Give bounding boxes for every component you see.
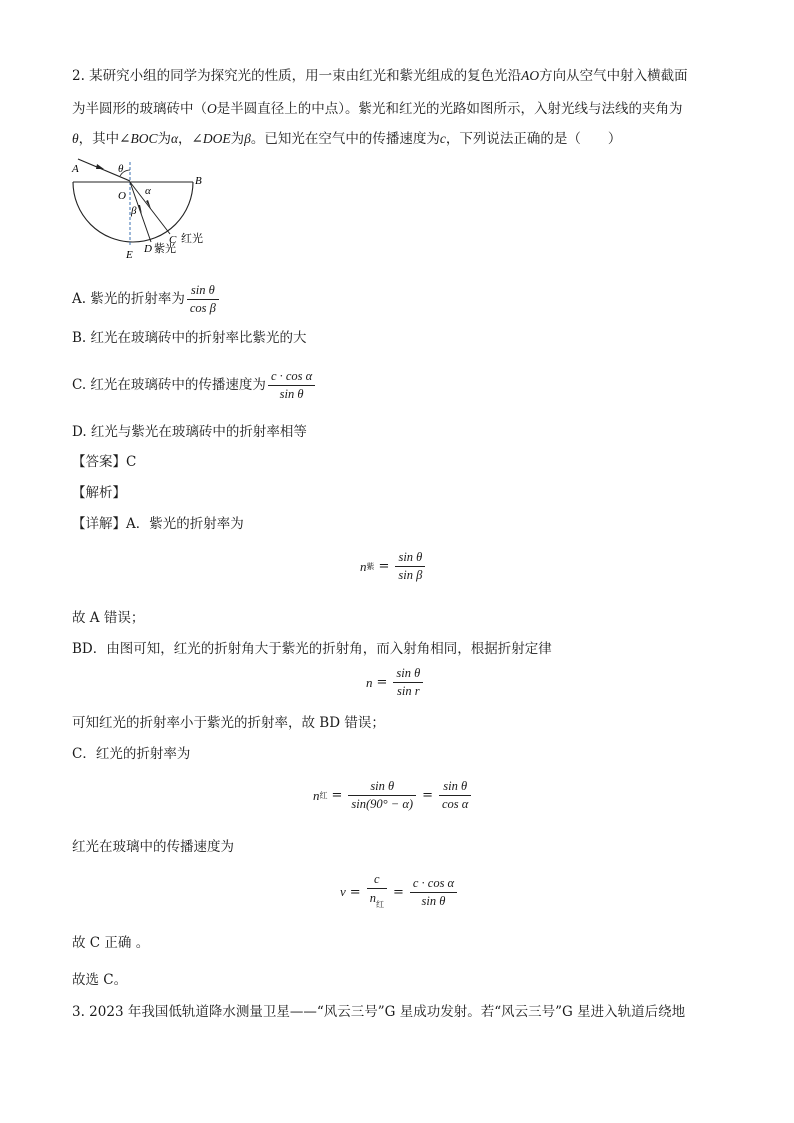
arrow-icon (138, 205, 142, 214)
label-c: C (169, 234, 177, 246)
equals-sign: = (378, 559, 390, 574)
fraction-denominator: sin θ (421, 893, 446, 908)
next-question: 3. 2023 年我国低轨道降水测量卫星——“风云三号”G 星成功发射。若“风云三号”G 星进入轨道后绕地 (72, 1004, 686, 1020)
eq-lhs: n (360, 558, 367, 574)
answer-value: C (126, 454, 137, 470)
fraction-numerator: c (367, 872, 387, 889)
question-text: ，∠ (178, 131, 203, 147)
eq-fraction (439, 779, 471, 812)
eq-lhs: n (366, 674, 373, 690)
question-text: 为 (157, 131, 171, 147)
answer-line (72, 453, 136, 471)
fraction-numerator: sin θ (348, 779, 416, 796)
equation-violet-index (360, 550, 427, 583)
fraction-numerator: sin θ (395, 550, 425, 567)
equation-red-index (313, 779, 473, 812)
fraction-denominator: cos α (441, 797, 469, 811)
option-c (72, 367, 317, 403)
label-beta: β (131, 205, 137, 217)
eq-fraction (410, 876, 457, 909)
fraction-numerator: c · cos α (268, 369, 315, 386)
var-o: O (207, 101, 217, 116)
eq-lhs: n (313, 787, 320, 803)
eq-fraction (393, 666, 423, 699)
denominator-symbol: n (369, 891, 376, 905)
var-beta: β (244, 131, 251, 146)
fraction-denominator: sin θ (279, 387, 304, 401)
fraction-denominator (367, 889, 387, 912)
option-b: B. 红光在玻璃砖中的折射率比紫光的大 (72, 330, 307, 346)
detail-c-right: 故 C 正确 。 (72, 935, 150, 951)
option-c-text: C. 红光在玻璃砖中的传播速度为 (72, 377, 266, 393)
question-line-2 (72, 100, 683, 118)
option-a-text: A. 紫光的折射率为 (72, 291, 185, 307)
question-text: 为半圆形的玻璃砖中（ (72, 101, 207, 117)
fraction-numerator: sin θ (187, 283, 219, 300)
question-text: 为 (230, 131, 245, 147)
fraction-denominator: sin(90° − α) (351, 797, 414, 811)
detail-bd-text: BD．由图可知，红光的折射角大于紫光的折射角，而入射角相同，根据折射定律 (72, 641, 552, 657)
var-c: c (439, 131, 446, 146)
label-theta: θ (118, 163, 124, 175)
eq-fraction (395, 550, 425, 583)
question-text: ，其中∠ (78, 131, 131, 147)
angle-doe: DOE (202, 131, 231, 146)
label-d: D (144, 243, 152, 255)
eq-fraction (367, 872, 387, 912)
equals-sign: = (349, 884, 361, 900)
question-text: 。已知光在空气中的传播速度为 (250, 131, 440, 147)
question-text: 2. 某研究小组的同学为探究光的性质，用一束由红光和紫光组成的复色光沿 (72, 68, 522, 84)
analysis-label: 【解析】 (72, 485, 126, 501)
label-a: A (72, 163, 79, 175)
equation-snell (366, 666, 425, 699)
fraction-numerator: sin θ (439, 779, 471, 796)
equals-sign: = (331, 788, 343, 803)
question-line-3 (72, 130, 621, 148)
equals-sign: = (376, 675, 388, 690)
detail-c-intro: C．红光的折射率为 (72, 746, 191, 762)
eq-lhs: v (340, 884, 346, 899)
var-alpha: α (170, 131, 179, 146)
option-c-fraction (268, 369, 315, 402)
question-line-1 (72, 67, 688, 85)
arrow-icon (96, 164, 104, 169)
label-b: B (195, 175, 202, 187)
question-text: ，下列说法正确的是（ ） (445, 131, 622, 147)
fraction-numerator: sin θ (393, 666, 423, 683)
detail-a-wrong: 故 A 错误； (72, 610, 145, 626)
eq-subscript: 红 (319, 791, 328, 800)
angle-boc: BOC (130, 131, 158, 146)
detail-intro: 【详解】A．紫光的折射率为 (72, 516, 244, 532)
label-o: O (118, 190, 126, 202)
answer-label: 【答案】 (72, 454, 126, 470)
label-red-light: 红光 (181, 233, 203, 245)
option-a-fraction (187, 283, 219, 316)
fraction-denominator: sin β (398, 568, 423, 582)
equals-sign: = (422, 788, 433, 803)
eq-subscript: 紫 (366, 562, 375, 571)
semicircle-figure (68, 154, 228, 262)
equals-sign: = (392, 884, 404, 900)
label-alpha: α (145, 185, 151, 197)
label-e: E (126, 249, 133, 261)
equation-velocity (340, 872, 459, 912)
option-d: D. 红光与紫光在玻璃砖中的折射率相等 (72, 424, 307, 440)
detail-bd-conclusion: 可知红光的折射率小于紫光的折射率，故 BD 错误； (72, 715, 385, 731)
fraction-denominator: cos β (189, 301, 216, 315)
detail-v-intro: 红光在玻璃中的传播速度为 (72, 839, 234, 855)
var-theta: θ (72, 131, 79, 146)
detail-choose: 故选 C。 (72, 972, 128, 988)
option-a (72, 281, 221, 317)
eq-subscript: 红 (375, 900, 384, 909)
fraction-denominator: sin r (397, 684, 420, 698)
question-text-tail: 方向从空气中射入横截面 (539, 68, 688, 84)
var-ao: AO (521, 68, 540, 83)
question-text: 是半圆直径上的中点）。紫光和红光的光路如图所示，入射光线与法线的夹角为 (216, 101, 683, 117)
fraction-numerator: c · cos α (410, 876, 457, 893)
label-violet-light: 紫光 (154, 243, 176, 255)
eq-fraction (348, 779, 416, 812)
